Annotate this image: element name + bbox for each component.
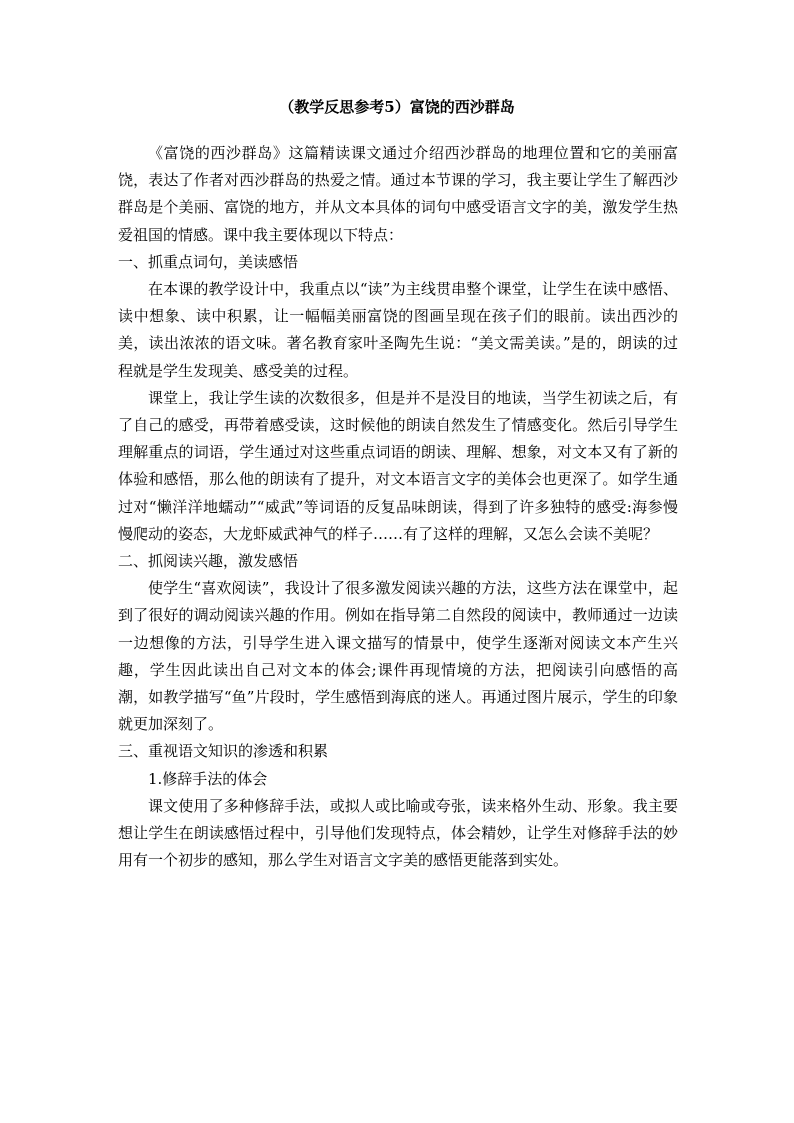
intro-paragraph: 《富饶的西沙群岛》这篇精读课文通过介绍西沙群岛的地理位置和它的美丽富饶，表达了作者对西沙群岛的热爱之情。通过本节课的学习，我主要让学生了解西沙群岛是个美丽、富饶的地方，并从文本具体的词句中感受语言文字的美，激发学生热爱祖国的情感。课中我主要体现以下特点： [118, 144, 678, 244]
document-title: （教学反思参考5）富饶的西沙群岛 [279, 98, 515, 116]
document-body [118, 140, 678, 874]
body-paragraph: 在本课的教学设计中，我重点以“读”为主线贯串整个课堂，让学生在读中感悟、读中想象、读中积累，让一幅幅美丽富饶的图画呈现在孩子们的眼前。读出西沙的美，读出浓浓的语文味。著名教育家叶圣陶先生说：“美文需美读。”是的，朗读的过程就是学生发现美、感受美的过程。 [118, 280, 678, 380]
section-heading-2: 二、抓阅读兴趣，激发感悟 [118, 552, 299, 571]
body-paragraph: 使学生“喜欢阅读”，我设计了很多激发阅读兴趣的方法，这些方法在课堂中，起到了很好的调动阅读兴趣的作用。例如在指导第二自然段的阅读中，教师通过一边读一边想像的方法，引导学生进入课文描写的情景中，使学生逐渐对阅读文本产生兴趣，学生因此读出自己对文本的体会;课件再现情境的方法，把阅读引向感悟的高潮，如教学描写“鱼”片段时，学生感悟到海底的迷人。再通过图片展示，学生的印象就更加深刻了。 [118, 579, 678, 734]
sub-heading: 1.修辞手法的体会 [148, 769, 268, 788]
section-heading-3: 三、重视语文知识的渗透和积累 [118, 742, 329, 761]
section-heading-1: 一、抓重点词句，美读感悟 [118, 252, 299, 271]
body-paragraph: 课文使用了多种修辞手法，或拟人或比喻或夸张，读来格外生动、形象。我主要想让学生在朗读感悟过程中，引导他们发现特点，体会精妙，让学生对修辞手法的妙用有一个初步的感知，那么学生对语言文字美的感悟更能落到实处。 [118, 796, 678, 870]
body-paragraph: 课堂上，我让学生读的次数很多，但是并不是没目的地读，当学生初读之后，有了自己的感受，再带着感受读，这时候他的朗读自然发生了情感变化。然后引导学生理解重点的词语，学生通过对这些重点词语的朗读、理解、想象，对文本又有了新的体验和感悟，那么他的朗读有了提升，对文本语言文字的美体会也更深了。如学生通过对“懒洋洋地蠕动”“威武”等词语的反复品味朗读，得到了许多独特的感受:海参慢慢爬动的姿态，大龙虾威武神气的样子……有了这样的理解，又怎么会读不美呢？ [118, 388, 678, 543]
